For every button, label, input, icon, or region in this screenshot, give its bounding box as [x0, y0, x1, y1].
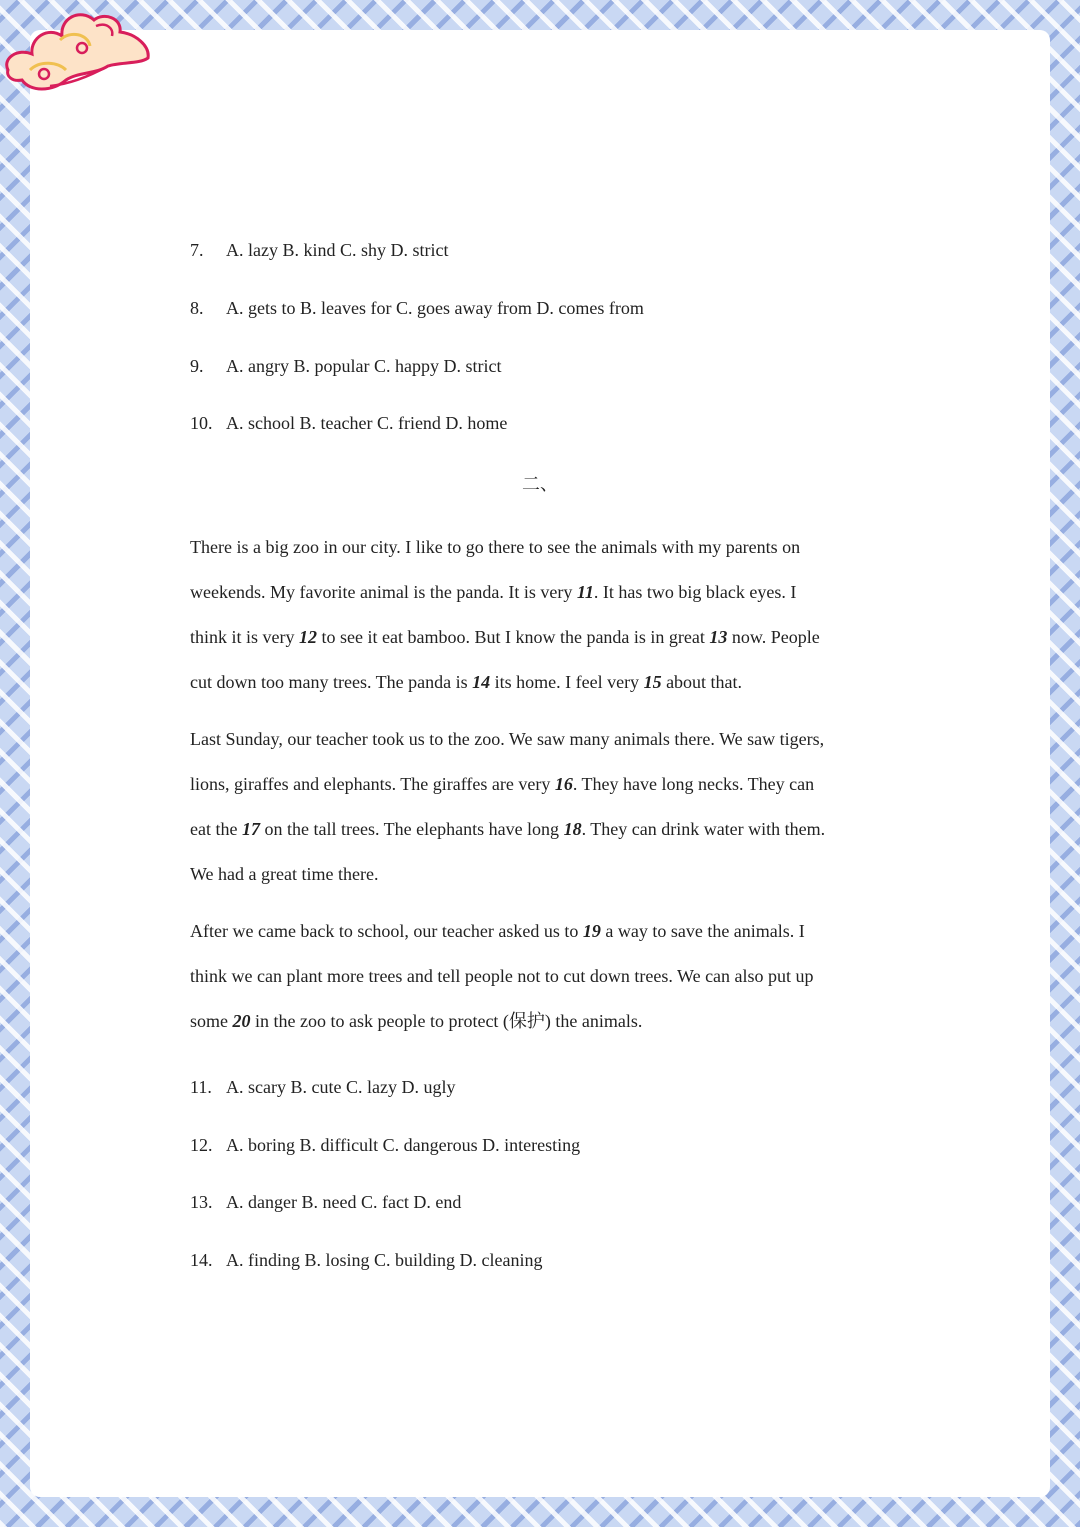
blank-12: 12 — [299, 627, 317, 647]
question-options: A. danger B. need C. fact D. end — [226, 1192, 462, 1212]
passage-line — [190, 817, 825, 862]
question-11 — [190, 1075, 455, 1099]
question-7 — [190, 238, 449, 262]
passage-line — [190, 1009, 814, 1054]
passage-text: After we came back to school, our teacher asked us to — [190, 921, 583, 941]
passage-line — [190, 580, 820, 625]
passage-text: There is a big zoo in our city. I like to go there to see the animals with my parents on — [190, 537, 801, 557]
passage-text: think it is very — [190, 627, 299, 647]
passage-text: about that. — [661, 672, 743, 692]
passage-text: some — [190, 1011, 233, 1031]
cloud-icon — [0, 0, 160, 105]
blank-15: 15 — [643, 672, 662, 692]
question-options: A. school B. teacher C. friend D. home — [226, 413, 508, 433]
question-options: A. boring B. difficult C. dangerous D. interesting — [226, 1135, 581, 1155]
question-14 — [190, 1248, 543, 1272]
blank-14: 14 — [472, 672, 491, 692]
question-options: A. gets to B. leaves for C. goes away from D. comes from — [226, 298, 644, 318]
passage-text: . They have long necks. They can — [572, 774, 815, 794]
blank-19: 19 — [582, 921, 601, 941]
question-options: A. finding B. losing C. building D. cleaning — [226, 1250, 543, 1270]
question-number: 14. — [190, 1250, 213, 1270]
question-options: A. scary B. cute C. lazy D. ugly — [226, 1077, 456, 1097]
question-number: 11. — [190, 1077, 212, 1097]
question-number: 8. — [190, 298, 204, 318]
passage-text: in the zoo to ask people to protect (保护) the animals. — [250, 1011, 643, 1031]
passage-paragraph-2 — [190, 727, 825, 907]
passage-text: weekends. My favorite animal is the panda. It is very — [190, 582, 577, 602]
passage-line — [190, 862, 825, 907]
question-number: 9. — [190, 356, 204, 376]
question-13 — [190, 1190, 461, 1214]
passage-line — [190, 670, 820, 715]
passage-line — [190, 772, 825, 817]
passage-text: on the tall trees. The elephants have long — [259, 819, 564, 839]
passage-text: . It has two big black eyes. I — [593, 582, 797, 602]
passage-line — [190, 625, 820, 670]
question-number: 12. — [190, 1135, 213, 1155]
passage-text: lions, giraffes and elephants. The giraffes are very — [190, 774, 555, 794]
question-9 — [190, 354, 501, 378]
blank-17: 17 — [241, 819, 260, 839]
passage-text: a way to save the animals. I — [600, 921, 805, 941]
passage-text: cut down too many trees. The panda is — [190, 672, 473, 692]
passage-text: now. People — [727, 627, 820, 647]
passage-text: eat the — [190, 819, 242, 839]
passage-line — [190, 535, 820, 580]
question-number: 13. — [190, 1192, 213, 1212]
blank-16: 16 — [554, 774, 573, 794]
question-options: A. angry B. popular C. happy D. strict — [226, 356, 502, 376]
blank-20: 20 — [232, 1011, 251, 1031]
passage-line — [190, 727, 825, 772]
question-number: 7. — [190, 240, 204, 260]
passage-text: its home. I feel very — [490, 672, 644, 692]
passage-paragraph-1 — [190, 535, 820, 715]
passage-text: We had a great time there. — [190, 864, 379, 884]
section-heading: 二、 — [522, 474, 558, 494]
passage-text: . They can drink water with them. — [581, 819, 826, 839]
blank-13: 13 — [709, 627, 728, 647]
passage-line — [190, 919, 814, 964]
question-number: 10. — [190, 413, 213, 433]
question-10 — [190, 411, 507, 435]
question-8 — [190, 296, 644, 320]
passage-paragraph-3 — [190, 919, 814, 1054]
blank-18: 18 — [563, 819, 582, 839]
passage-line — [190, 964, 814, 1009]
question-options: A. lazy B. kind C. shy D. strict — [226, 240, 449, 260]
passage-text: think we can plant more trees and tell people not to cut down trees. We can also put up — [190, 966, 814, 986]
question-12 — [190, 1133, 580, 1157]
passage-text: to see it eat bamboo. But I know the panda is in great — [317, 627, 710, 647]
blank-11: 11 — [576, 582, 594, 602]
passage-text: Last Sunday, our teacher took us to the zoo. We saw many animals there. We saw tigers, — [190, 729, 825, 749]
